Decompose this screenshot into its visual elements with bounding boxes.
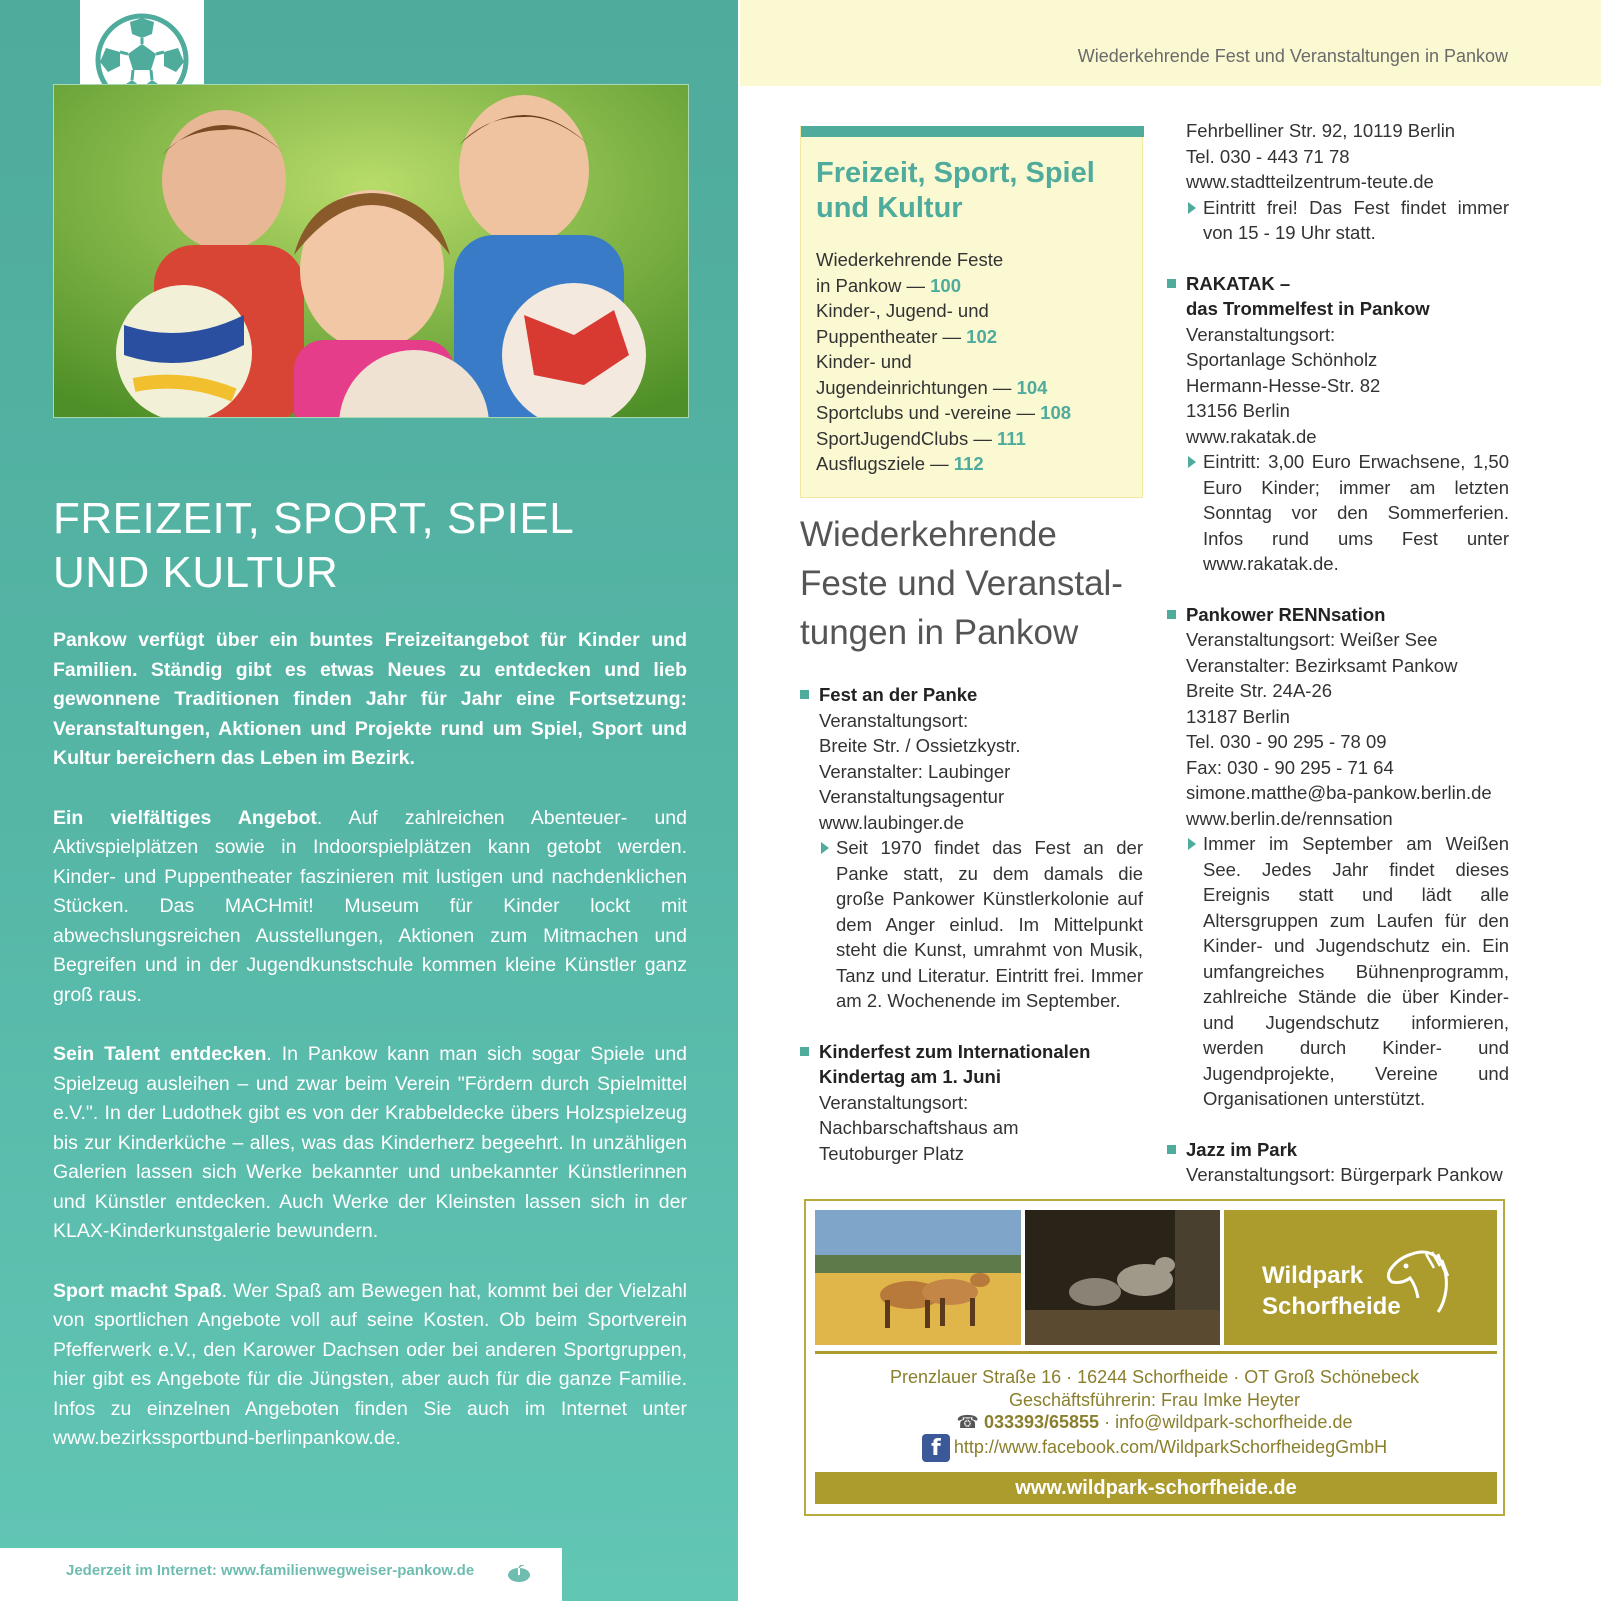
toc-item [816, 247, 1141, 273]
event-line: Fehrbelliner Str. 92, 10119 Berlin [1186, 120, 1456, 141]
event-line: Veranstaltungsort: Weißer See [1186, 629, 1438, 650]
toc-title [816, 156, 1136, 226]
event-line: Tel. 030 - 443 71 78 [1186, 145, 1350, 167]
event-line: Nachbarschaftshaus am [819, 1117, 1019, 1138]
kids-photo [53, 84, 689, 418]
footer-link[interactable]: Jederzeit im Internet: www.familienwegweiser-pankow.de [66, 1562, 475, 1579]
body-paragraph [53, 804, 687, 1011]
event-title: Pankower RENNsation [1186, 603, 1386, 625]
toc-title-line: Freizeit, Sport, Spiel [816, 157, 1095, 189]
toc-label: Wiederkehrende Feste [816, 249, 1004, 270]
wolves-photo [1025, 1210, 1220, 1345]
event-note-text: Immer im September am Weißen See. Jedes Jahr findet dieses Ereignis statt und lädt alle Altersgruppen zum Laufen für den Kinder- und Jugendschutz ein. Ein umfangreiches Bühnenprogramm, zahlreiche Stände die über Kinder- und Jugendschutz informieren, werden durch Kinder- und Jugendprojekte, Vereine und Organisationen unterstützt. [1203, 833, 1509, 1109]
event-line: Breite Str. / Ossietzkystr. [819, 735, 1021, 756]
body-paragraph [53, 1277, 687, 1454]
bullet-square-icon [800, 690, 809, 699]
section-title [800, 510, 1150, 657]
event-line: Teutoburger Platz [819, 1142, 965, 1164]
toc-item[interactable] [816, 400, 1141, 426]
event-line: Veranstaltungsort: [1186, 323, 1336, 345]
bullet-square-icon [1167, 610, 1176, 619]
ad-facebook-url[interactable]: http://www.facebook.com/WildparkSchorfheidegGmbH [953, 1436, 1388, 1457]
logo-line: Wildpark [1262, 1262, 1364, 1289]
event-continuation [1167, 118, 1509, 246]
event-line: Veranstaltungsagentur [819, 786, 1005, 807]
toc-label: Kinder- und [816, 351, 912, 372]
paragraph-text: . Auf zahlreichen Abenteuer- und Aktivspielplätzen sowie in Indoorspielplätzen kann getobt werden. Kinder- und Puppentheater faszinieren mit lustigen und nachdenklichen Stücken. Das MACHmit! Museum für Kinder lockt mit abwechslungsreichen Ausstellungen, Aktionen zum Mitmachen und Begreifen und in der Jugendkunstschule kommen kleine Künstler ganz groß raus. [53, 806, 687, 1006]
paragraph-lead: Sport macht Spaß [53, 1279, 222, 1302]
bullet-square-icon [800, 1047, 809, 1056]
event-note [819, 835, 1143, 1014]
event-line: Veranstalter: Bezirksamt Pankow [1186, 654, 1458, 676]
event-line: Tel. 030 - 90 295 - 78 09 [1186, 731, 1387, 752]
mouse-icon [506, 1565, 532, 1583]
toc-item [816, 298, 1141, 324]
toc-label: Ausflugsziele — [816, 453, 954, 474]
kids-illustration [54, 85, 689, 418]
arrow-right-icon [821, 842, 829, 854]
title-line: FREIZEIT, SPORT, SPIEL [53, 494, 575, 543]
event-title: Kinderfest zum Internationalen [819, 1040, 1091, 1062]
arrow-right-icon [1188, 202, 1196, 214]
toc-accent-bar [801, 126, 1144, 137]
event-title: Kindertag am 1. Juni [819, 1066, 1001, 1087]
event-line: Veranstalter: Laubinger [819, 760, 1011, 782]
event-note-text: Eintritt frei! Das Fest findet immer von 15 - 19 Uhr statt. [1203, 196, 1509, 243]
event-jazz-im-park [1167, 1137, 1509, 1188]
toc-page: 111 [997, 427, 1026, 449]
toc-list [816, 247, 1141, 477]
title-line: UND KULTUR [53, 548, 339, 597]
intro-text: Pankow verfügt über ein buntes Freizeitangebot für Kinder und Familien. Ständig gibt es etwas Neues zu entdecken und lieb gewonnene Traditionen finden Jahr für Jahr eine Fortsetzung: Veranstaltungen, Aktionen und Projekte rund um Spiel, Sport und Kultur bereichern das Leben im Bezirk. [53, 629, 687, 769]
event-title: Jazz im Park [1186, 1138, 1298, 1160]
event-title: Fest an der Panke [819, 684, 978, 705]
event-line: Breite Str. 24A-26 [1186, 680, 1333, 701]
facebook-icon[interactable]: f [922, 1434, 950, 1462]
paragraph-lead: Sein Talent entdecken [53, 1043, 267, 1065]
toc-item[interactable] [816, 375, 1141, 401]
paragraph-text: . Wer Spaß am Bewegen hat, kommt bei der Vielzahl von sportlichen Angebote voll auf seine Kosten. Ob beim Sportverein Pfefferwerk e.V., den Karower Dachsen oder bei anderen Sportgruppen, hier gibt es Angebote für die Jüngsten, aber auch für die ganze Familie. Infos zu einzelnen Angeboten finden Sie auch im Internet unter www.bezirkssportbund-berlinpankow.de. [53, 1279, 687, 1449]
event-note-text: Eintritt: 3,00 Euro Erwachsene, 1,50 Euro Kinder; immer am letzten Sonntag vor den Sommerferien. Infos rund ums Fest unter www.rakatak.de. [1203, 451, 1509, 574]
event-line: Veranstaltungsort: [819, 709, 969, 731]
paragraph-lead: Ein vielfältiges Angebot [53, 806, 317, 829]
logo-text [1262, 1260, 1401, 1322]
toc-page: 112 [953, 453, 984, 474]
toc-page: 102 [966, 325, 998, 347]
event-link[interactable]: www.berlin.de/rennsation [1186, 807, 1393, 829]
phone-icon: ☎ [956, 1412, 984, 1432]
header-band [740, 0, 1601, 86]
toc-label: Sportclubs und -vereine — [816, 402, 1041, 423]
toc-label: Kinder-, Jugend- und [816, 300, 989, 321]
toc-label: Jugendeinrichtungen — [816, 376, 1017, 398]
paragraph-text: . In Pankow kann man sich sogar Spiele und Spielzeug ausleihen – und zwar beim Verein "Fördern durch Spielmittel e.V.". In der Ludothek gibt es von der Krabbeldecke übers Holzspielzeug bis zur Kinderküche – alles, was das Kinderherz begeehrt. In unzähligen Galerien lassen sich Werke bekannter und unbekannter Künstlerinnen und Künstler entdecken. Auch Werke der Kleinsten lassen sich in der KLAX-Kinderkunstgalerie bewundern. [53, 1043, 688, 1242]
wildpark-logo [1224, 1210, 1497, 1345]
toc-page: 100 [930, 274, 962, 296]
ad-phone-email [806, 1411, 1503, 1434]
bullet-square-icon [1167, 1145, 1176, 1154]
events-column-1 [800, 682, 1143, 1191]
running-header: Wiederkehrende Fest und Veranstaltungen in Pankow [1077, 46, 1508, 66]
toc-item [816, 349, 1141, 375]
left-panel [0, 0, 738, 1601]
event-fest-an-der-panke [800, 682, 1143, 1014]
event-link[interactable]: www.rakatak.de [1186, 425, 1317, 447]
event-line: Veranstaltungsort: Bürgerpark Pankow [1186, 1164, 1503, 1185]
logo-line: Schorfheide [1262, 1293, 1401, 1320]
horses-photo [815, 1210, 1021, 1345]
section-title-line: tungen in Pankow [800, 613, 1079, 652]
events-column-2 [1167, 118, 1509, 1213]
toc-box [800, 126, 1143, 498]
arrow-right-icon [1188, 456, 1196, 468]
event-link[interactable]: www.laubinger.de [819, 811, 965, 833]
event-line: 13187 Berlin [1186, 705, 1290, 727]
event-note [1186, 831, 1509, 1112]
left-body [53, 626, 687, 1484]
ad-divider [815, 1351, 1497, 1354]
toc-item[interactable] [816, 324, 1141, 350]
event-rennsation [1167, 602, 1509, 1112]
event-line: Fax: 030 - 90 295 - 71 64 [1186, 756, 1394, 778]
toc-item[interactable] [816, 426, 1141, 452]
event-line: Sportanlage Schönholz [1186, 349, 1378, 370]
body-paragraph [53, 1040, 687, 1247]
toc-label: SportJugendClubs — [816, 427, 997, 449]
arrow-right-icon [1188, 838, 1196, 850]
event-kinderfest [800, 1039, 1143, 1167]
ad-facebook[interactable] [806, 1434, 1503, 1462]
event-line: Veranstaltungsort: [819, 1091, 969, 1113]
toc-title-line: und Kultur [816, 192, 963, 224]
toc-label: in Pankow — [816, 274, 931, 296]
event-line: 13156 Berlin [1186, 400, 1290, 421]
ad-contact [806, 1366, 1503, 1462]
event-link[interactable]: www.stadtteilzentrum-teute.de [1186, 171, 1434, 192]
event-rakatak [1167, 271, 1509, 577]
bullet-square-icon [1167, 279, 1176, 288]
ad-manager: Geschäftsführerin: Frau Imke Heyter [1008, 1389, 1301, 1410]
toc-item[interactable] [816, 273, 1141, 299]
ad-address: Prenzlauer Straße 16 · 16244 Schorfheide · OT Groß Schönebeck [890, 1367, 1419, 1387]
event-line: Hermann-Hesse-Str. 82 [1186, 374, 1381, 396]
toc-item[interactable] [816, 451, 1141, 477]
event-title: das Trommelfest in Pankow [1186, 298, 1430, 319]
ad-email[interactable]: · info@wildpark-schorfheide.de [1099, 1412, 1353, 1432]
intro-paragraph [53, 626, 687, 774]
event-email[interactable]: simone.matthe@ba-pankow.berlin.de [1186, 782, 1492, 803]
event-note [1186, 195, 1509, 246]
horse-head-icon [1382, 1246, 1454, 1316]
toc-page: 104 [1016, 376, 1048, 398]
event-title: RAKATAK – [1186, 272, 1291, 294]
event-note [1186, 449, 1509, 577]
toc-page: 108 [1040, 402, 1072, 423]
section-title-line: Feste und Veranstal- [800, 564, 1123, 603]
section-title-line: Wiederkehrende [800, 515, 1057, 554]
toc-label: Puppentheater — [816, 325, 967, 347]
wildpark-ad[interactable] [804, 1199, 1505, 1516]
ad-website-link[interactable]: www.wildpark-schorfheide.de [815, 1472, 1497, 1504]
ad-phone[interactable]: 033393/65855 [983, 1412, 1100, 1432]
event-note-text: Seit 1970 findet das Fest an der Panke statt, zu dem damals die große Pankower Künstlerkolonie auf dem Anger einlud. Im Mittelpunkt steht die Kunst, umrahmt von Musik, Tanz und Literatur. Eintritt frei. Immer am 2. Wochenende im September. [836, 837, 1143, 1011]
page-title [53, 492, 693, 600]
